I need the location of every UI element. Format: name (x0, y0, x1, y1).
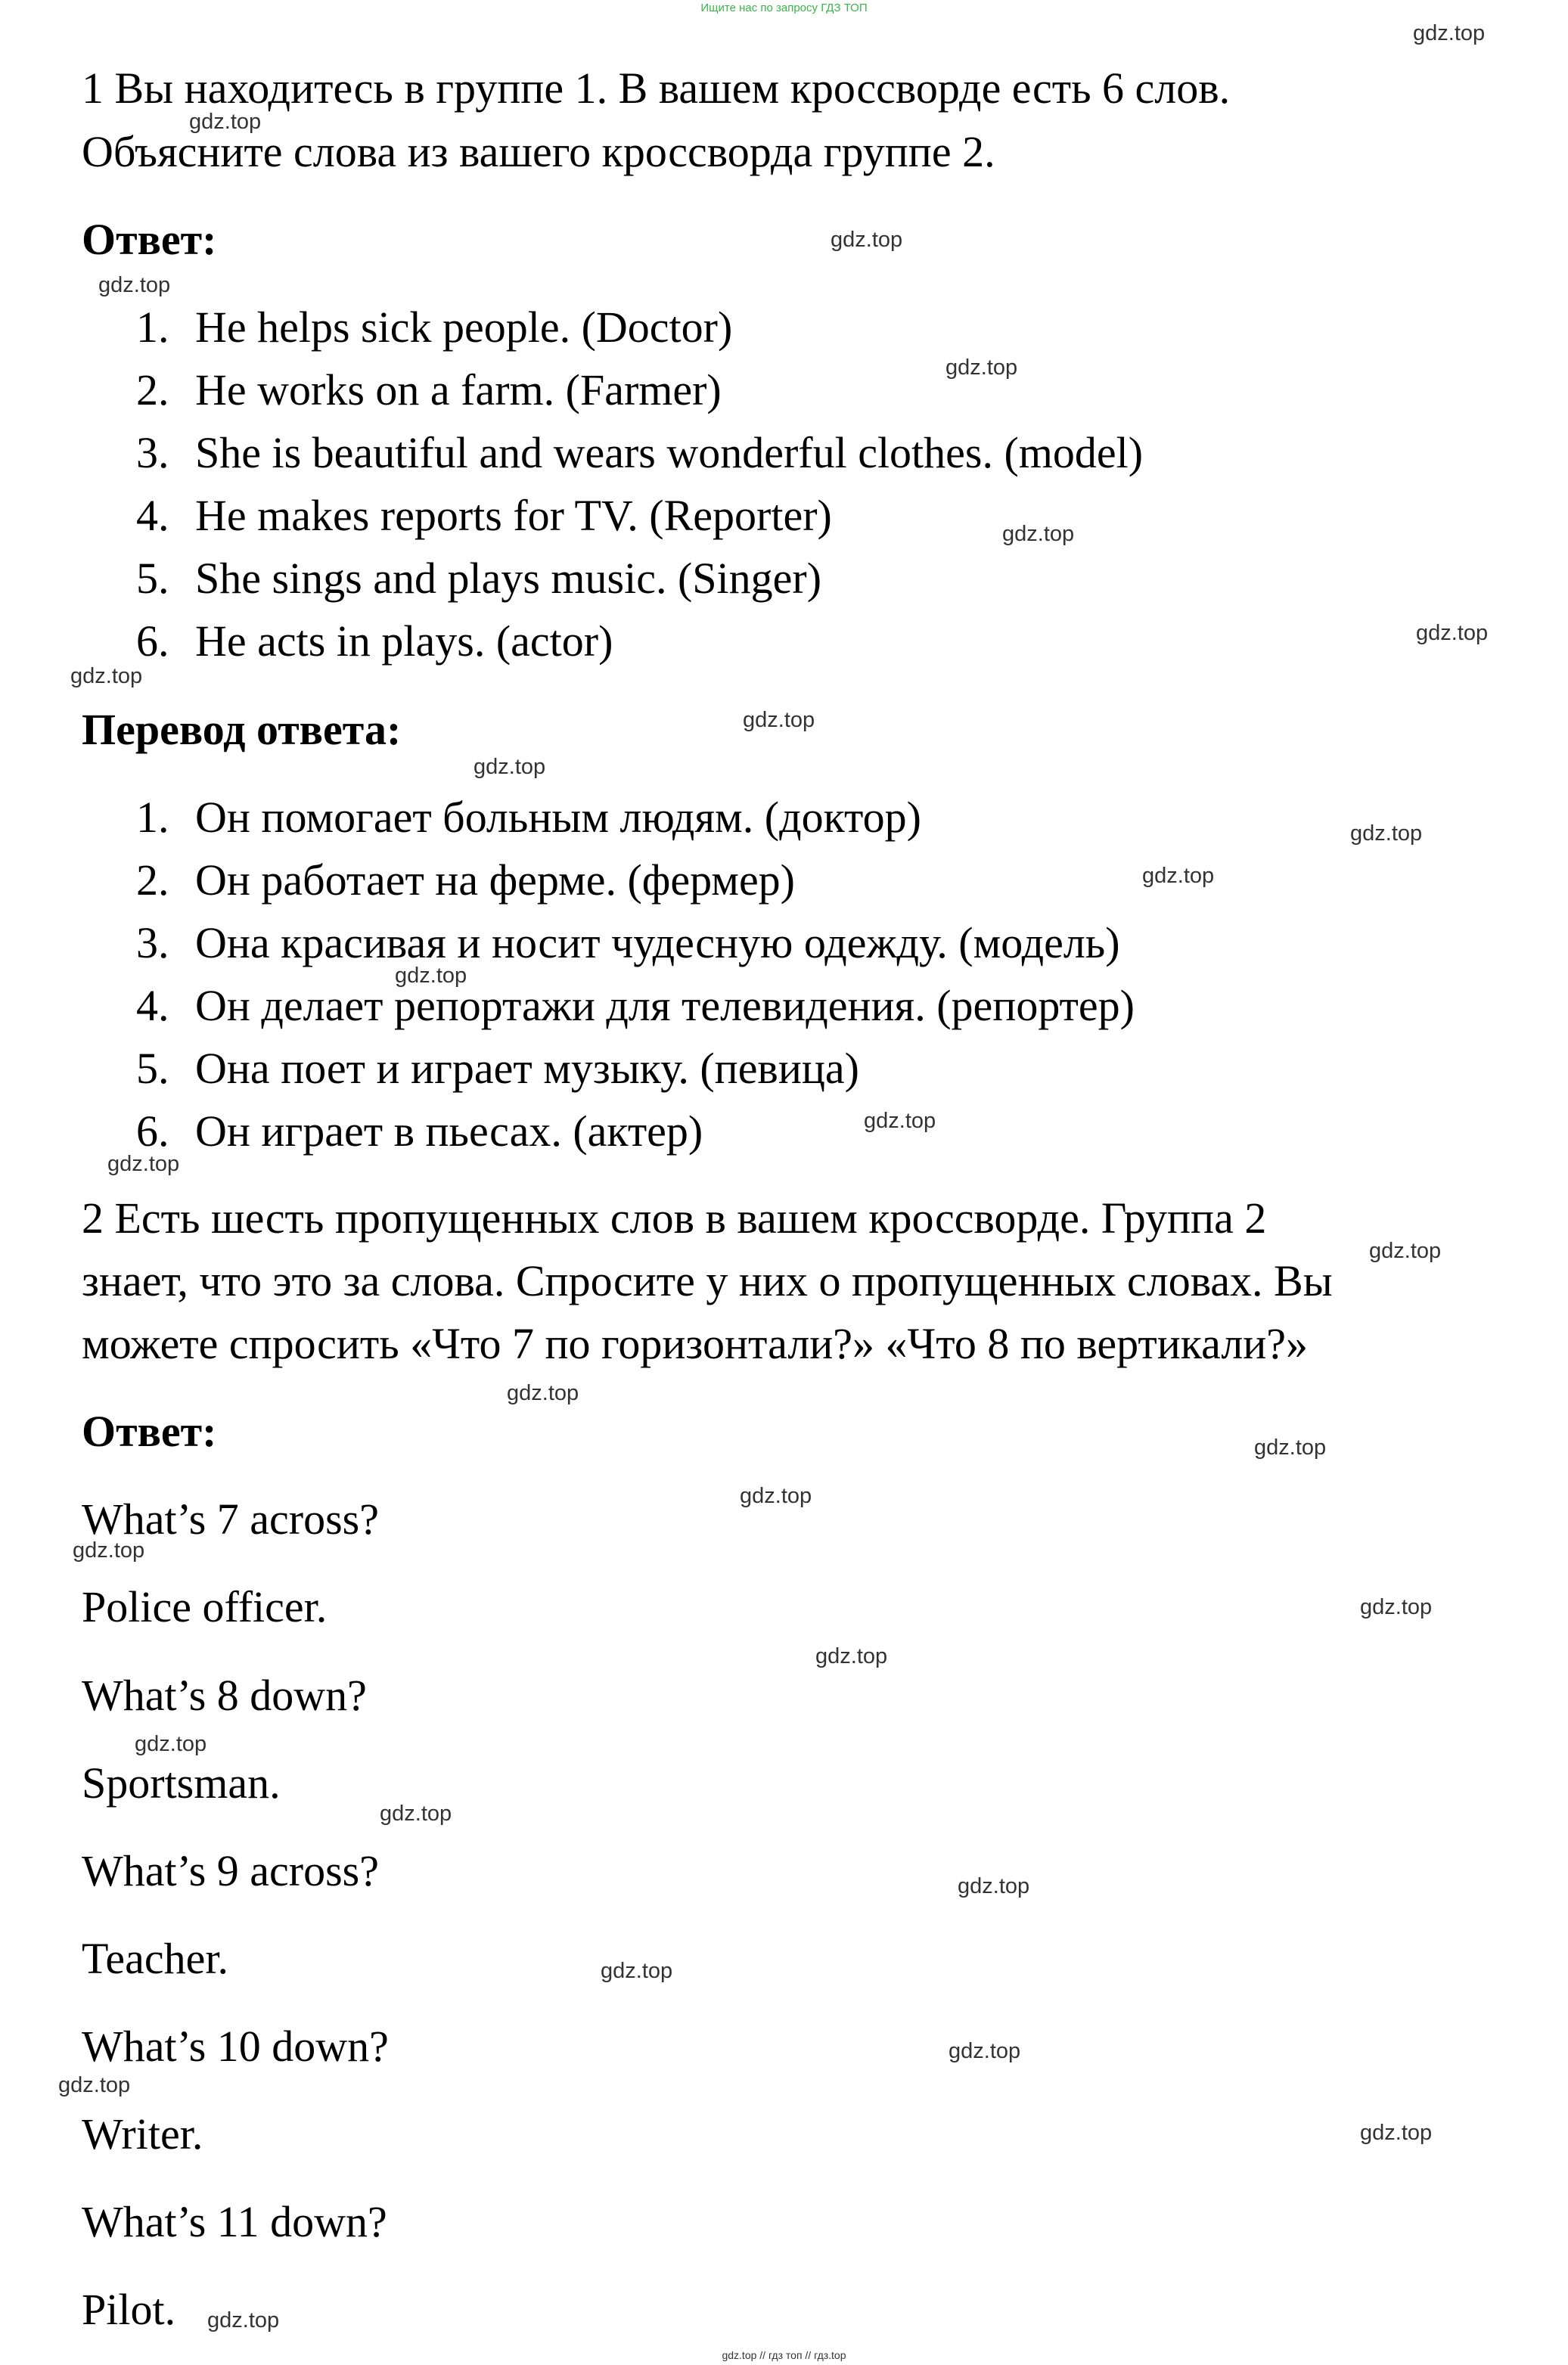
answer-text: She sings and plays music. (Singer) (195, 554, 822, 603)
watermark: gdz.top (380, 1802, 452, 1826)
answer-number: 3. (136, 428, 169, 477)
translation-text: Он играет в пьесах. (актер) (195, 1106, 703, 1156)
dialogue-line: Police officer. (82, 1582, 328, 1631)
translation-item (136, 981, 1135, 1030)
watermark: gdz.top (58, 2073, 131, 2097)
dialogue-line: Pilot. (82, 2285, 176, 2334)
watermark: gdz.top (958, 1874, 1030, 1898)
top-banner: Ищите нас по запросу ГДЗ ТОП (700, 2, 868, 14)
watermark: gdz.top (107, 1152, 180, 1176)
answer-text: He helps sick people. (Doctor) (195, 303, 733, 352)
watermark: gdz.top (1142, 864, 1215, 888)
translation-text: Он помогает больным людям. (доктор) (195, 793, 921, 842)
watermark: gdz.top (601, 1959, 673, 1983)
answer-number: 6. (136, 616, 169, 666)
watermark: gdz.top (1413, 21, 1486, 45)
dialogue-line: What’s 11 down? (82, 2197, 387, 2246)
dialogue-line: Writer. (82, 2109, 203, 2159)
watermark: gdz.top (1360, 1595, 1433, 1619)
translation-number: 4. (136, 981, 169, 1030)
dialogue-line: What’s 8 down? (82, 1671, 367, 1720)
task2-prompt-line1: 2 Есть шесть пропущенных слов в вашем кроссворде. Группа 2 (82, 1193, 1267, 1243)
translation-item (136, 855, 795, 905)
task2-prompt-line2: знает, что это за слова. Спросите у них о пропущенных словах. Вы (82, 1256, 1333, 1305)
watermark: gdz.top (945, 355, 1018, 380)
watermark: gdz.top (1369, 1239, 1442, 1263)
watermark: gdz.top (70, 664, 143, 688)
answer-number: 1. (136, 303, 169, 352)
watermark: gdz.top (815, 1644, 888, 1668)
watermark: gdz.top (135, 1732, 207, 1756)
translation-number: 6. (136, 1106, 169, 1156)
watermark: gdz.top (864, 1109, 936, 1133)
bottom-footer: gdz.top // гдз топ // гдз.top (722, 2349, 846, 2361)
dialogue-line: What’s 7 across? (82, 1494, 379, 1544)
watermark: gdz.top (474, 755, 546, 779)
translation-text: Она красивая и носит чудесную одежду. (модель) (195, 918, 1120, 967)
translation-item (136, 793, 921, 842)
translation-number: 3. (136, 918, 169, 967)
translation-text: Он работает на ферме. (фермер) (195, 855, 795, 905)
watermark: gdz.top (207, 2308, 280, 2332)
translation-item (136, 1106, 703, 1156)
task2-answer-heading: Ответ: (82, 1407, 217, 1456)
watermark: gdz.top (949, 2039, 1021, 2063)
answer-number: 5. (136, 554, 169, 603)
answer-number: 4. (136, 491, 169, 540)
dialogue-line: What’s 10 down? (82, 2022, 389, 2071)
dialogue-line: What’s 9 across? (82, 1846, 379, 1895)
watermark: gdz.top (73, 1538, 145, 1563)
watermark: gdz.top (1254, 1435, 1327, 1460)
answer-item (136, 616, 613, 666)
answer-text: He works on a farm. (Farmer) (195, 365, 722, 414)
watermark: gdz.top (831, 228, 903, 252)
watermark: gdz.top (395, 964, 467, 988)
watermark: gdz.top (1002, 522, 1075, 546)
translation-item (136, 1044, 859, 1093)
watermark: gdz.top (189, 110, 262, 134)
answer-item (136, 303, 733, 352)
task1-prompt-line1: 1 Вы находитесь в группе 1. В вашем кроссворде есть 6 слов. (82, 64, 1231, 113)
answer-item (136, 428, 1144, 477)
translation-heading: Перевод ответа: (82, 705, 402, 754)
translation-number: 1. (136, 793, 169, 842)
translation-text: Она поет и играет музыку. (певица) (195, 1044, 859, 1093)
task1-prompt-line2: Объясните слова из вашего кроссворда группе 2. (82, 127, 995, 176)
translation-number: 2. (136, 855, 169, 905)
translation-number: 5. (136, 1044, 169, 1093)
dialogue-line: Sportsman. (82, 1758, 281, 1808)
watermark: gdz.top (740, 1484, 812, 1508)
answer-number: 2. (136, 365, 169, 414)
task1-answer-heading: Ответ: (82, 215, 217, 264)
answer-text: He acts in plays. (actor) (195, 616, 613, 666)
watermark: gdz.top (1416, 621, 1489, 645)
watermark: gdz.top (743, 708, 815, 732)
watermark: gdz.top (98, 273, 171, 297)
watermark: gdz.top (507, 1381, 579, 1405)
watermark: gdz.top (1350, 821, 1423, 846)
answer-item (136, 365, 722, 414)
dialogue-line: Teacher. (82, 1934, 228, 1983)
watermark: gdz.top (1360, 2121, 1433, 2145)
answer-item (136, 491, 832, 540)
answer-item (136, 554, 822, 603)
answer-text: He makes reports for TV. (Reporter) (195, 491, 832, 540)
translation-text: Он делает репортажи для телевидения. (репортер) (195, 981, 1135, 1030)
task2-prompt-line3: можете спросить «Что 7 по горизонтали?» «Что 8 по вертикали?» (82, 1319, 1309, 1368)
translation-item (136, 918, 1120, 967)
answer-text: She is beautiful and wears wonderful clothes. (model) (195, 428, 1144, 477)
